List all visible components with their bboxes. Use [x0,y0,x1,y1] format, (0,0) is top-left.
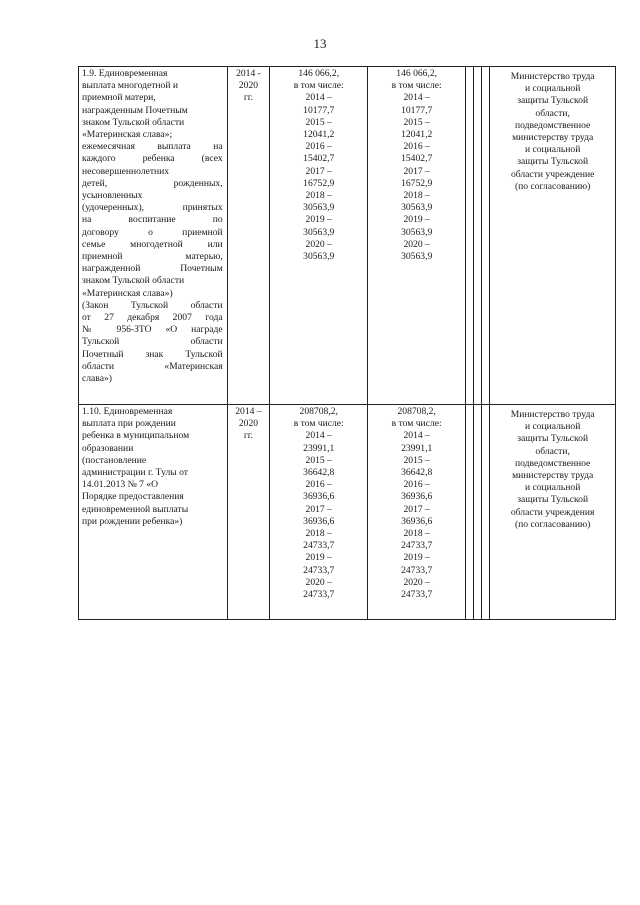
funding-line: 30563,9 [401,251,433,263]
funding-line: 30563,9 [303,226,335,238]
executor-line: министерству труда [512,132,594,144]
description-line: 14.01.2013 № 7 «О [82,479,159,491]
description-line: награжденной Почетным [82,263,223,275]
empty-funding-cell [466,405,474,620]
funding-line: 2019 – [305,552,332,564]
empty-funding-cell [482,405,490,620]
table-row [79,405,616,620]
description-line: администрации г. Тулы от [82,467,188,479]
funding-line: 208708,2, [299,406,338,417]
funding-line: 15402,7 [303,153,335,165]
funding-line: 2014 – [305,92,332,104]
funding-line: 15402,7 [401,153,433,165]
funding-line: 2016 – [403,479,430,491]
funding-line: 36936,6 [303,491,335,503]
funding-line: 2020 – [305,238,332,250]
source-funding-cell [368,67,466,405]
funding-line: 2019 – [305,214,332,226]
funding-line: 30563,9 [303,202,335,214]
executor-line: области учреждение [510,168,595,180]
executor-line: (по согласованию) [514,180,591,192]
description-line: приемной матерью, [82,251,223,263]
funding-line: 2015 – [305,116,332,128]
funding-line: 2020 – [403,576,430,588]
funding-line: 24733,7 [401,540,433,552]
executor-line: и социальной [524,83,581,95]
executor-line: защиты Тульской [517,156,589,168]
funding-line: 2017 – [305,165,332,177]
description-line: выплата многодетной и [82,80,179,92]
description-line: 1.9. Единовременная [82,68,168,79]
funding-line: 2020 – [403,238,430,250]
funding-line: 2014 – [403,92,430,104]
funding-line: 2018 – [305,528,332,540]
funding-line: 10177,7 [303,104,335,116]
period-line: 2020 [238,418,259,430]
funding-line: 2016 – [305,479,332,491]
funding-line: 30563,9 [401,226,433,238]
funding-line: 2017 – [403,165,430,177]
funding-line: 2018 – [403,190,430,202]
funding-line: 36936,6 [401,515,433,527]
funding-line: 2018 – [305,190,332,202]
executor-line: области учреждения [510,506,595,518]
description-line: (удочеренных), принятых [82,202,223,214]
period-line: 2020 [238,80,259,92]
funding-line: 23991,1 [303,442,335,454]
description-line: семье многодетной или [82,238,223,250]
description-line: Порядке предоставления [82,491,184,503]
empty-funding-cell [474,67,482,405]
description-line: ребенка в муниципальном [82,430,190,442]
description-line: от 27 декабря 2007 года [82,312,223,324]
empty-funding-cell [466,67,474,405]
executor-line: подведомственное [514,119,591,131]
funding-line: 30563,9 [303,251,335,263]
executor-line: Министерство труда [510,71,595,82]
funding-line: 24733,7 [303,540,335,552]
program-measures-table [78,66,616,620]
description-line: области «Материнская [82,360,223,372]
description-line: ежемесячная выплата на [82,141,223,153]
funding-line: 36642,8 [303,467,335,479]
funding-line: 146 066,2, [396,68,438,79]
empty-funding-cell [474,405,482,620]
funding-line: 10177,7 [401,104,433,116]
description-line: приемной матери, [82,92,156,104]
funding-line: 2016 – [305,141,332,153]
description-line: договору о приемной [82,226,223,238]
funding-line: 12041,2 [303,129,335,141]
description-line: знаком Тульской области [82,275,185,287]
funding-line: 16752,9 [401,177,433,189]
table-row [79,67,616,405]
description-line: при рождении ребенка») [82,515,183,527]
funding-line: 30563,9 [401,202,433,214]
funding-line: 23991,1 [401,442,433,454]
funding-line: 2020 – [305,576,332,588]
description-line: на воспитание по [82,214,223,226]
funding-line: в том числе: [391,80,442,92]
executor-line: министерству труда [512,470,594,482]
funding-line: 24733,7 [401,564,433,576]
funding-line: 2019 – [403,552,430,564]
description-line: выплата при рождении [82,418,176,430]
description-line: Почетный знак Тульской [82,348,223,360]
description-line: знаком Тульской области [82,116,185,128]
funding-line: 2019 – [403,214,430,226]
responsible-executor-cell [490,405,616,620]
funding-line: 208708,2, [397,406,436,417]
funding-line: 24733,7 [303,589,335,601]
funding-line: 24733,7 [303,564,335,576]
funding-line: 36936,6 [401,491,433,503]
description-line: награжденным Почетным [82,104,188,116]
description-line: Тульской области [82,336,223,348]
funding-line: в том числе: [293,80,344,92]
description-line: № 956-ЗТО «О награде [82,324,223,336]
funding-line: 24733,7 [401,589,433,601]
period-line: 2014 - [236,68,261,79]
description-line: несовершеннолетних [82,165,170,177]
funding-line: 36642,8 [401,467,433,479]
executor-line: Министерство труда [510,409,595,420]
description-line: (постановление [82,454,147,466]
funding-line: 12041,2 [401,129,433,141]
executor-line: защиты Тульской [517,494,589,506]
funding-line: в том числе: [293,418,344,430]
funding-line: 16752,9 [303,177,335,189]
executor-line: и социальной [524,421,581,433]
funding-line: 2015 – [403,116,430,128]
responsible-executor-cell [490,67,616,405]
funding-line: 2014 – [403,430,430,442]
source-funding-cell [368,405,466,620]
executor-line: области, [535,107,570,119]
executor-line: подведомственное [514,457,591,469]
executor-line: защиты Тульской [517,433,589,445]
page-number: 13 [313,36,327,51]
period-line: гг. [243,430,254,442]
measure-description-cell [79,67,228,405]
description-line: единовременной выплаты [82,503,189,515]
funding-line: 2014 – [305,430,332,442]
executor-line: (по согласованию) [514,518,591,530]
description-line: слава») [82,373,112,385]
measure-description-cell [79,405,228,620]
implementation-period-cell [227,405,270,620]
executor-line: области, [535,445,570,457]
funding-line: 146 066,2, [298,68,340,79]
description-line: образовании [82,442,134,454]
total-funding-cell [270,67,368,405]
funding-line: 36936,6 [303,515,335,527]
description-line: усыновленных [82,190,143,202]
description-line: «Материнская слава»; [82,129,173,141]
description-line: «Материнская слава») [82,287,173,299]
funding-line: 2015 – [305,454,332,466]
period-line: гг. [243,92,254,104]
funding-line: 2017 – [403,503,430,515]
funding-line: в том числе: [391,418,442,430]
description-line: каждого ребенка (всех [82,153,223,165]
funding-line: 2017 – [305,503,332,515]
funding-line: 2016 – [403,141,430,153]
description-line: 1.10. Единовременная [82,406,173,417]
funding-line: 2018 – [403,528,430,540]
executor-line: защиты Тульской [517,95,589,107]
description-line: детей, рожденных, [82,177,223,189]
description-line: (Закон Тульской области [82,299,223,311]
executor-line: и социальной [524,482,581,494]
period-line: 2014 – [235,406,262,417]
executor-line: и социальной [524,144,581,156]
empty-funding-cell [482,67,490,405]
implementation-period-cell [227,67,270,405]
funding-line: 2015 – [403,454,430,466]
total-funding-cell [270,405,368,620]
